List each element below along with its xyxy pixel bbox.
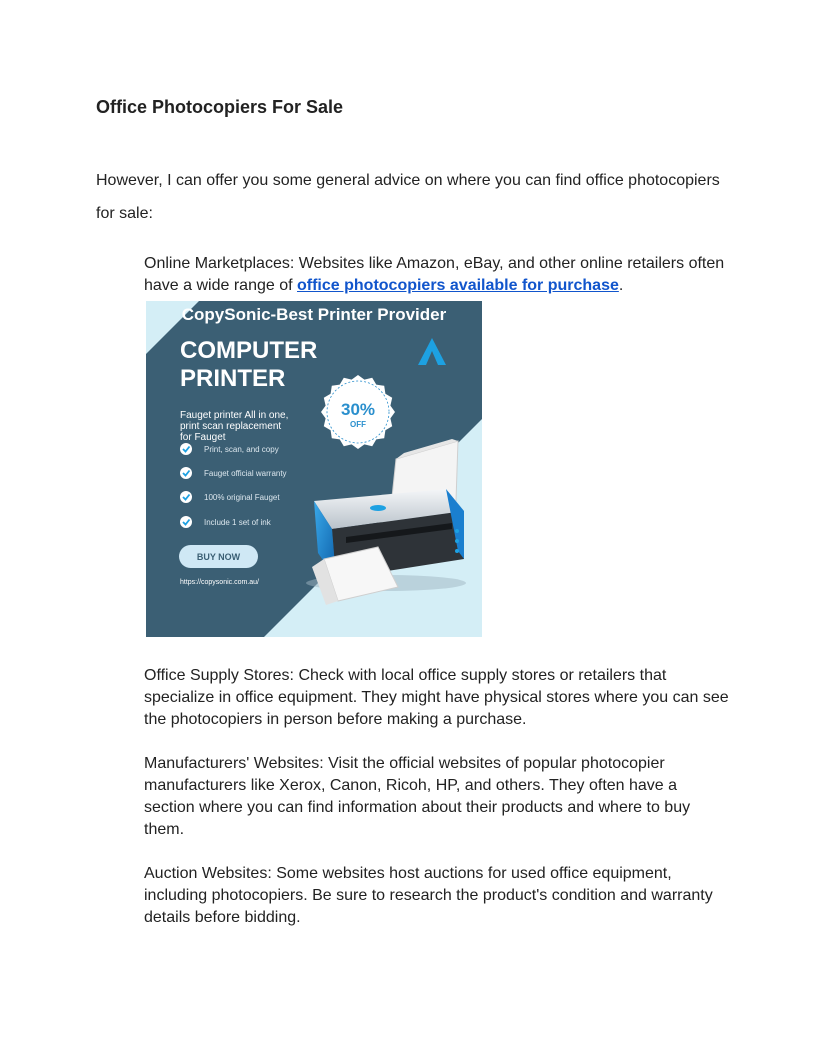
feature-text: Print, scan, and copy <box>204 445 279 454</box>
banner-headline-1: COMPUTER <box>180 337 318 364</box>
feature-text: Include 1 set of ink <box>204 518 271 527</box>
buy-now-label: BUY NOW <box>196 552 241 562</box>
list-item-office-supply-stores: Office Supply Stores: Check with local office supply stores or retailers that specialize in office equipment. They might have physical stores where you can see the photocopiers in person before making a purchase. <box>144 667 729 728</box>
check-circle-icon <box>180 467 192 479</box>
buy-now-button[interactable] <box>179 545 258 568</box>
list-item-online-marketplaces <box>144 253 729 297</box>
item-text-before: Online Marketplaces: Websites like Amazon, eBay, and other online retailers often have a wide range of <box>144 255 725 294</box>
page-title: Office Photocopiers For Sale <box>96 97 344 117</box>
item-text-after: . <box>618 277 624 294</box>
badge-off: OFF <box>350 420 366 429</box>
banner-url: https://copysonic.com.au/ <box>180 579 259 586</box>
badge-percent: 30% <box>340 400 376 419</box>
promo-banner-image[interactable] <box>146 301 482 637</box>
list-item-auction-websites: Auction Websites: Some websites host auctions for used office equipment, including photocopiers. Be sure to research the product's condition and warranty details before bidding. <box>144 865 713 926</box>
office-photocopiers-link[interactable]: office photocopiers available for purchase <box>297 277 619 294</box>
banner-headline-2: PRINTER <box>180 365 286 392</box>
check-circle-icon <box>180 516 192 528</box>
check-circle-icon <box>180 491 192 503</box>
banner-desc-3: for Fauget <box>180 432 226 443</box>
feature-text: 100% original Fauget <box>204 493 280 502</box>
banner-desc-2: print scan replacement <box>180 421 282 432</box>
check-circle-icon <box>180 443 192 455</box>
discount-badge <box>321 375 395 449</box>
intro-paragraph: However, I can offer you some general advice on where you can find office photocopiers for sale: <box>96 172 720 222</box>
feature-text: Fauget official warranty <box>204 469 287 478</box>
banner-desc-1: Fauget printer All in one, <box>180 410 289 421</box>
list-item-manufacturers-websites: Manufacturers' Websites: Visit the official websites of popular photocopier manufacturers like Xerox, Canon, Ricoh, HP, and others. They often have a section where you can find information about their products and where to buy them. <box>144 755 691 838</box>
banner-brand-line: CopySonic-Best Printer Provider <box>181 305 447 324</box>
